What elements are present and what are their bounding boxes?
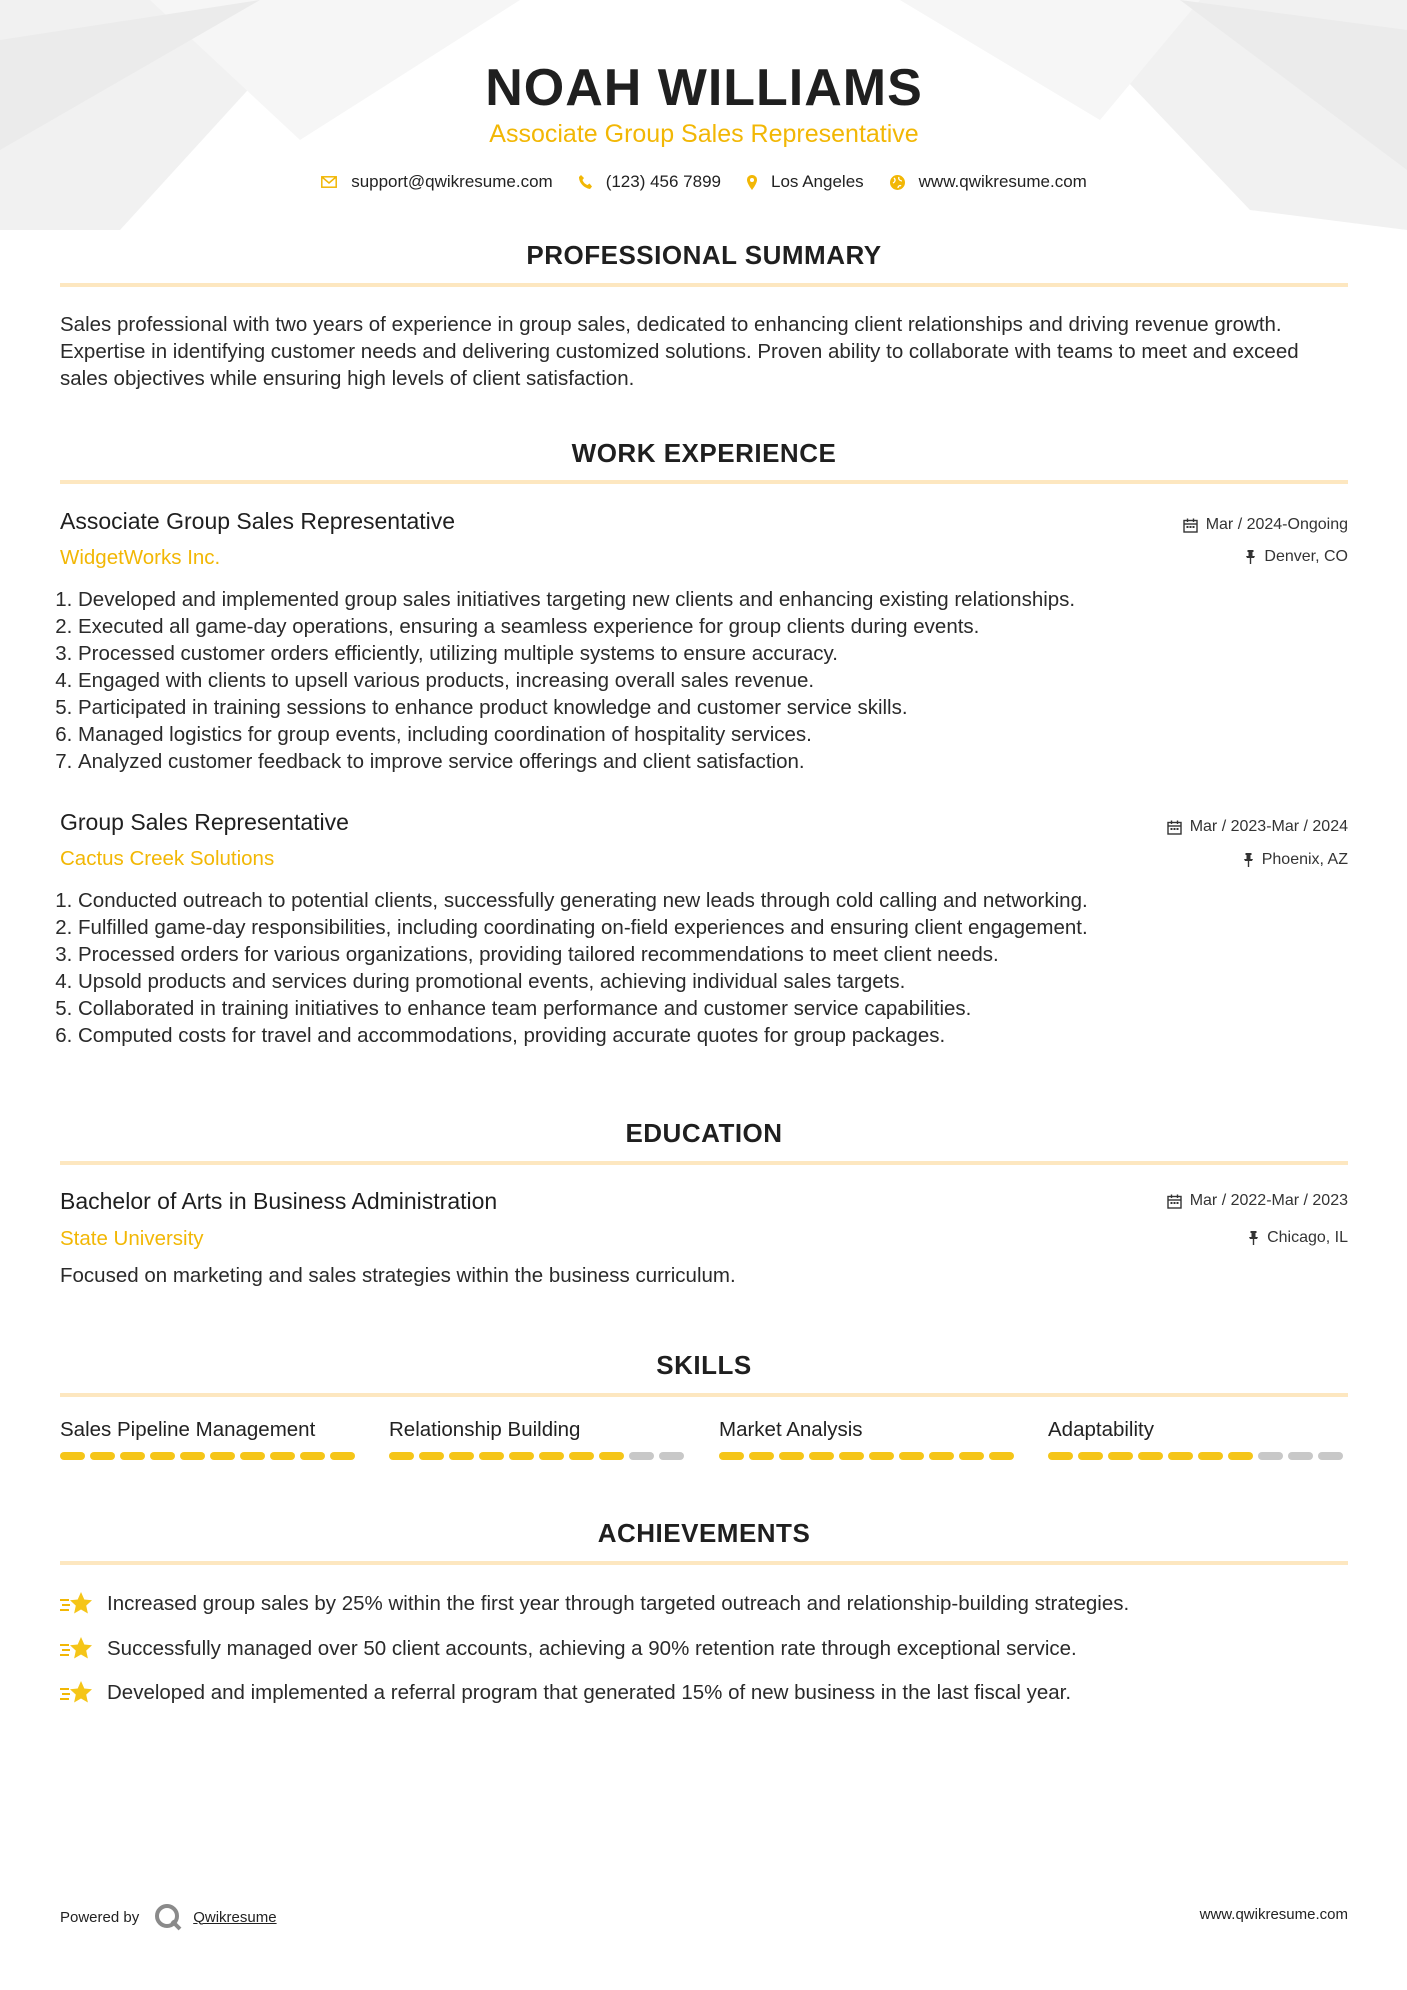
job-title: Group Sales Representative — [60, 809, 349, 835]
candidate-name: NOAH WILLIAMS — [485, 59, 923, 117]
skill-level-segment-filled — [779, 1452, 804, 1460]
shooting-star-icon — [60, 1591, 93, 1617]
list-item: 1. Developed and implemented group sales initiatives targeting new clients and enhancing existing relationships. — [78, 586, 1348, 613]
skill-level-segment-filled — [569, 1452, 594, 1460]
education-dates — [1167, 1192, 1348, 1210]
achievements-divider — [60, 1561, 1348, 1565]
skill-level-segment-filled — [449, 1452, 474, 1460]
job-dates-text: Mar / 2024-Ongoing — [1205, 516, 1348, 533]
calendar-icon — [1167, 1194, 1182, 1209]
skill-level-bar — [719, 1452, 1019, 1460]
footer-website[interactable]: www.qwikresume.com — [1199, 1906, 1348, 1923]
experience-heading: WORK EXPERIENCE — [571, 438, 837, 468]
skill-item — [389, 1418, 689, 1460]
envelope-icon — [321, 176, 337, 188]
education-location — [1248, 1229, 1348, 1247]
list-item: 6. Computed costs for travel and accommodations, providing accurate quotes for group packages. — [78, 1022, 1348, 1049]
job-location — [1243, 851, 1348, 869]
qwikresume-link[interactable]: Qwikresume — [193, 1908, 277, 1926]
job-company: WidgetWorks Inc. — [60, 546, 221, 569]
skill-level-segment-filled — [1168, 1452, 1193, 1460]
skill-level-segment-filled — [539, 1452, 564, 1460]
achievement-text: Successfully managed over 50 client accounts, achieving a 90% retention rate through exceptional service. — [107, 1636, 1077, 1660]
skill-level-segment-filled — [120, 1452, 145, 1460]
shooting-star-icon — [60, 1636, 93, 1662]
skill-level-segment-filled — [180, 1452, 205, 1460]
skill-level-segment-filled — [240, 1452, 265, 1460]
pushpin-icon — [1243, 853, 1254, 867]
skill-level-bar — [389, 1452, 689, 1460]
list-item — [60, 1671, 1348, 1716]
skill-level-segment-filled — [869, 1452, 894, 1460]
list-item: 6. Managed logistics for group events, including coordination of hospitality services. — [78, 721, 1348, 748]
phone-text: (123) 456 7899 — [605, 172, 722, 191]
globe-icon — [890, 175, 905, 190]
job-company: Cactus Creek Solutions — [60, 847, 275, 870]
achievement-text: Developed and implemented a referral program that generated 15% of new business in the last fiscal year. — [107, 1681, 1072, 1705]
school-name: State University — [60, 1227, 204, 1250]
skill-item — [1048, 1418, 1348, 1460]
skill-level-segment-empty — [1318, 1452, 1343, 1460]
powered-by-label: Powered by — [60, 1908, 140, 1926]
list-item: 2. Executed all game-day operations, ensuring a seamless experience for group clients during events. — [78, 613, 1348, 640]
job-bullets — [60, 586, 1348, 775]
achievements-list — [60, 1582, 1348, 1716]
list-item: 3. Processed customer orders efficiently, utilizing multiple systems to ensure accuracy. — [78, 640, 1348, 667]
pushpin-icon — [1245, 550, 1256, 564]
job-location-text: Phoenix, AZ — [1261, 851, 1348, 868]
skill-name: Relationship Building — [389, 1418, 581, 1441]
skill-level-segment-filled — [419, 1452, 444, 1460]
achievement-text: Increased group sales by 25% within the first year through targeted outreach and relationship-building strategies. — [107, 1592, 1130, 1616]
skill-level-segment-filled — [1228, 1452, 1253, 1460]
skill-name: Sales Pipeline Management — [60, 1418, 316, 1441]
job-location-text: Denver, CO — [1264, 548, 1348, 565]
skill-level-segment-filled — [150, 1452, 175, 1460]
skill-level-segment-filled — [1198, 1452, 1223, 1460]
contact-email[interactable] — [321, 172, 553, 192]
calendar-icon — [1183, 518, 1198, 533]
skills-heading: SKILLS — [656, 1350, 752, 1380]
skill-level-segment-empty — [629, 1452, 654, 1460]
list-item: 4. Engaged with clients to upsell various products, increasing overall sales revenue. — [78, 667, 1348, 694]
skill-level-segment-empty — [659, 1452, 684, 1460]
skill-level-segment-filled — [479, 1452, 504, 1460]
list-item: 3. Processed orders for various organizations, providing tailored recommendations to meet client needs. — [78, 941, 1348, 968]
contact-website[interactable] — [890, 172, 1087, 192]
list-item — [60, 1582, 1348, 1627]
skill-level-segment-filled — [1108, 1452, 1133, 1460]
experience-divider — [60, 480, 1348, 484]
skill-level-segment-filled — [719, 1452, 744, 1460]
skill-level-bar — [1048, 1452, 1348, 1460]
skill-level-segment-empty — [1288, 1452, 1313, 1460]
email-text: support@qwikresume.com — [351, 172, 553, 191]
skill-level-segment-empty — [1258, 1452, 1283, 1460]
skill-level-segment-filled — [749, 1452, 774, 1460]
skill-level-segment-filled — [330, 1452, 355, 1460]
degree-title: Bachelor of Arts in Business Administration — [60, 1188, 498, 1214]
summary-divider — [60, 283, 1348, 287]
contact-location — [747, 172, 864, 192]
skill-level-segment-filled — [839, 1452, 864, 1460]
skill-level-segment-filled — [899, 1452, 924, 1460]
skill-level-segment-filled — [809, 1452, 834, 1460]
job-bullets — [60, 887, 1348, 1049]
skill-level-segment-filled — [389, 1452, 414, 1460]
skill-level-segment-filled — [60, 1452, 85, 1460]
list-item — [60, 1627, 1348, 1672]
shooting-star-icon — [60, 1680, 93, 1706]
skill-level-segment-filled — [210, 1452, 235, 1460]
candidate-title: Associate Group Sales Representative — [489, 120, 919, 148]
contact-bar — [60, 172, 1348, 192]
job-location — [1245, 548, 1348, 566]
list-item: 7. Analyzed customer feedback to improve service offerings and client satisfaction. — [78, 748, 1348, 775]
list-item: 1. Conducted outreach to potential clients, successfully generating new leads through cold calling and networking. — [78, 887, 1348, 914]
education-heading: EDUCATION — [625, 1118, 783, 1148]
job-title: Associate Group Sales Representative — [60, 508, 456, 534]
achievements-heading: ACHIEVEMENTS — [597, 1518, 811, 1548]
skill-level-segment-filled — [509, 1452, 534, 1460]
list-item: 4. Upsold products and services during promotional events, achieving individual sales targets. — [78, 968, 1348, 995]
skill-level-segment-filled — [300, 1452, 325, 1460]
skill-item — [60, 1418, 360, 1460]
job-dates — [1167, 818, 1348, 836]
skill-level-bar — [60, 1452, 360, 1460]
list-item: 5. Participated in training sessions to enhance product knowledge and customer service skills. — [78, 694, 1348, 721]
job-dates-text: Mar / 2023-Mar / 2024 — [1189, 818, 1348, 835]
education-description: Focused on marketing and sales strategies within the business curriculum. — [60, 1264, 736, 1287]
skill-level-segment-filled — [1138, 1452, 1163, 1460]
education-location-text: Chicago, IL — [1267, 1229, 1348, 1246]
skill-level-segment-filled — [959, 1452, 984, 1460]
education-divider — [60, 1161, 1348, 1165]
skills-divider — [60, 1393, 1348, 1397]
contact-phone[interactable] — [579, 172, 721, 192]
summary-text: Sales professional with two years of experience in group sales, dedicated to enhancing client relationships and driving revenue growth. Expertise in identifying customer needs and delivering customized solutions. Proven ability to collaborate with teams to meet and exceed sales objectives while ensuring high levels of client satisfaction. — [60, 313, 1299, 390]
skill-name: Adaptability — [1048, 1418, 1154, 1441]
summary-heading: PROFESSIONAL SUMMARY — [526, 240, 882, 270]
phone-icon — [579, 175, 592, 189]
pushpin-icon — [1248, 1231, 1259, 1245]
job-dates — [1183, 516, 1348, 534]
skill-level-segment-filled — [270, 1452, 295, 1460]
skill-item — [719, 1418, 1019, 1460]
skill-level-segment-filled — [989, 1452, 1014, 1460]
location-text: Los Angeles — [771, 172, 864, 191]
skill-level-segment-filled — [1078, 1452, 1103, 1460]
map-pin-icon — [747, 175, 757, 190]
skill-level-segment-filled — [599, 1452, 624, 1460]
list-item: 5. Collaborated in training initiatives to enhance team performance and customer service capabilities. — [78, 995, 1348, 1022]
skill-level-segment-filled — [929, 1452, 954, 1460]
calendar-icon — [1167, 820, 1182, 835]
footer-powered-by — [60, 1902, 277, 1932]
qwikresume-logo-icon — [153, 1902, 183, 1932]
website-text: www.qwikresume.com — [918, 172, 1087, 191]
education-dates-text: Mar / 2022-Mar / 2023 — [1189, 1192, 1348, 1209]
skill-name: Market Analysis — [719, 1418, 863, 1441]
skill-level-segment-filled — [1048, 1452, 1073, 1460]
skill-level-segment-filled — [90, 1452, 115, 1460]
list-item: 2. Fulfilled game-day responsibilities, including coordinating on-field experiences and ensuring client engagement. — [78, 914, 1348, 941]
